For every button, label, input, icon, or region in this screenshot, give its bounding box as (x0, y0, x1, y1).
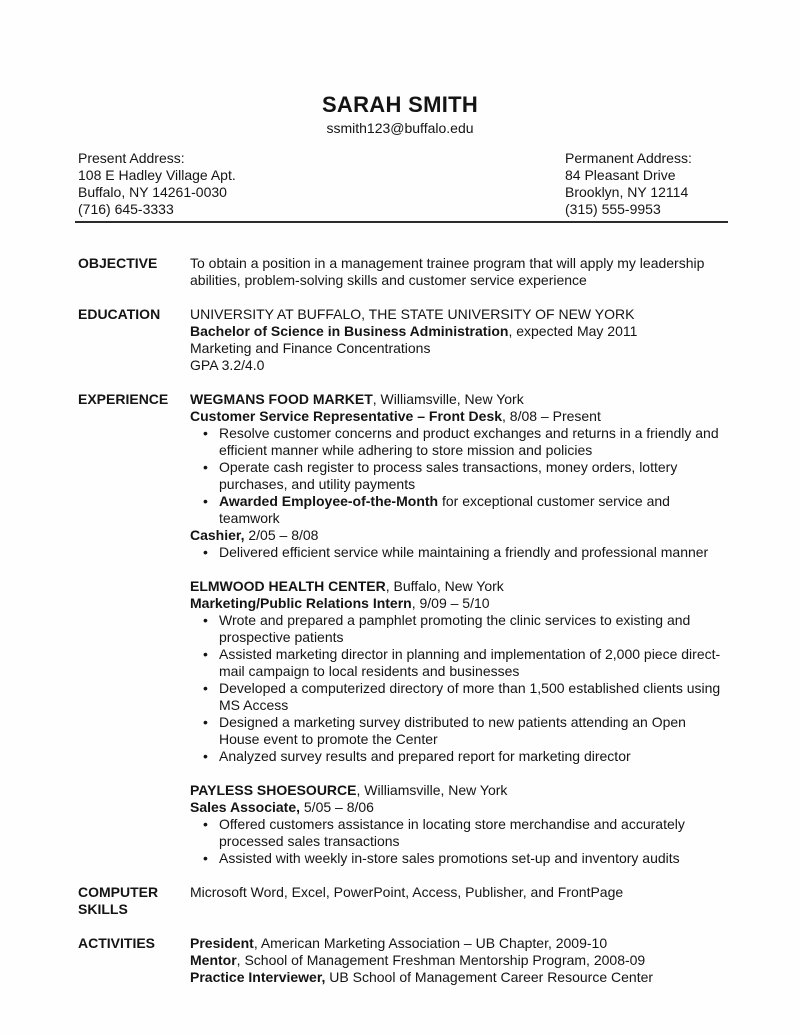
bullet-item (190, 425, 727, 459)
section-content (190, 391, 727, 867)
present-address (78, 150, 236, 218)
bullet-icon: • (203, 748, 208, 764)
text-line (190, 935, 727, 952)
text-line (190, 408, 727, 425)
bullet-icon: • (203, 850, 208, 866)
bold-text-run: Marketing/Public Relations Intern (190, 595, 412, 611)
text-line (190, 391, 727, 408)
bullet-text (219, 425, 727, 459)
bold-text-run: Cashier, (190, 527, 245, 543)
text-line (190, 340, 727, 357)
bold-text-run: PAYLESS SHOESOURCE (190, 782, 357, 798)
text-run: , Williamsville, New York (356, 782, 508, 798)
text-run: , expected May 2011 (508, 323, 638, 339)
bold-text-run: ELMWOOD HEALTH CENTER (190, 578, 386, 594)
text-line (190, 782, 727, 799)
text-run: Assisted marketing director in planning and implementation of 2,000 piece direct-mail campaign to local residents and businesses (219, 646, 721, 679)
section-activities (78, 935, 727, 986)
bold-text-run: WEGMANS FOOD MARKET (190, 391, 373, 407)
text-line (190, 884, 727, 901)
bullet-text (219, 850, 727, 867)
section-label: OBJECTIVE (78, 255, 158, 271)
text-line (190, 255, 727, 289)
bullet-item (190, 612, 727, 646)
bullet-item (190, 850, 727, 867)
bullet-item (190, 459, 727, 493)
section-content (190, 884, 727, 918)
section-objective (78, 255, 727, 289)
text-run: Resolve customer concerns and product exchanges and returns in a friendly and efficient manner while adhering to store mission and policies (219, 425, 719, 458)
section-label: EXPERIENCE (78, 391, 169, 407)
text-run: , Buffalo, New York (385, 578, 504, 594)
permanent-address-line: 84 Pleasant Drive (565, 167, 676, 183)
text-run: Developed a computerized directory of more than 1,500 established clients using MS Access (219, 680, 721, 713)
text-run: To obtain a position in a management trainee program that will apply my leadership abilities, problem-solving skills and customer service experience (190, 255, 705, 288)
section-label: ACTIVITIES (78, 935, 156, 951)
text-run: for exceptional customer service and teamwork (219, 493, 670, 526)
present-address-phone: (716) 645-3333 (78, 201, 174, 217)
permanent-address-line: Brooklyn, NY 12114 (565, 184, 689, 200)
bold-text-run: Practice Interviewer, (190, 969, 326, 985)
text-line (190, 527, 727, 544)
resume-header (0, 0, 800, 137)
text-run: Analyzed survey results and prepared report for marketing director (219, 748, 631, 764)
bullet-item (190, 493, 727, 527)
present-address-line: Buffalo, NY 14261-0030 (78, 184, 227, 200)
text-line (190, 357, 727, 374)
bullet-icon: • (203, 544, 208, 560)
present-address-label: Present Address: (78, 150, 185, 166)
bullet-text (219, 680, 727, 714)
bullet-icon: • (203, 714, 208, 730)
text-run: , 8/08 – Present (502, 408, 601, 424)
permanent-address (565, 150, 727, 218)
text-line (190, 578, 727, 595)
section-experience (78, 391, 727, 867)
bullet-text (219, 544, 727, 561)
bullet-text (219, 748, 727, 765)
text-run: Marketing and Finance Concentrations (190, 340, 431, 356)
text-run: Assisted with weekly in-store sales promotions set-up and inventory audits (219, 850, 680, 866)
text-line (190, 969, 727, 986)
bullet-text (219, 459, 727, 493)
bold-text-run: Sales Associate, (190, 799, 300, 815)
bullet-text (219, 646, 727, 680)
text-line (190, 306, 727, 323)
bullet-text (219, 612, 727, 646)
candidate-email: ssmith123@buffalo.edu (326, 120, 474, 136)
text-line (190, 952, 727, 969)
text-run: Operate cash register to process sales transactions, money orders, lottery purchases, and utility payments (219, 459, 678, 492)
section-content (190, 935, 727, 986)
text-run: Delivered efficient service while maintaining a friendly and professional manner (219, 544, 709, 560)
bold-text-run: Awarded Employee-of-the-Month (219, 493, 439, 509)
bold-text-run: Mentor (190, 952, 237, 968)
bullet-icon: • (203, 816, 208, 832)
bold-text-run: Customer Service Representative – Front Desk (190, 408, 503, 424)
bold-text-run: Bachelor of Science in Business Administration (190, 323, 509, 339)
candidate-name: SARAH SMITH (321, 92, 479, 117)
bullet-icon: • (203, 612, 208, 628)
text-run: UB School of Management Career Resource Center (325, 969, 654, 985)
permanent-address-phone: (315) 555-9953 (565, 201, 661, 217)
bullet-icon: • (203, 646, 208, 662)
text-run: 2/05 – 8/08 (244, 527, 319, 543)
section-education (78, 306, 727, 374)
text-run: 5/05 – 8/06 (300, 799, 374, 815)
bullet-item (190, 748, 727, 765)
text-run: , 9/09 – 5/10 (411, 595, 490, 611)
bullet-icon: • (203, 680, 208, 696)
section-computer-skills (78, 884, 727, 918)
bullet-item (190, 544, 727, 561)
section-content (190, 306, 727, 374)
bullet-text (219, 493, 727, 527)
text-line (190, 799, 727, 816)
bullet-text (219, 714, 727, 748)
text-run: GPA 3.2/4.0 (190, 357, 265, 373)
bold-text-run: President (190, 935, 254, 951)
bullet-item (190, 646, 727, 680)
bullet-item (190, 680, 727, 714)
text-run: UNIVERSITY AT BUFFALO, THE STATE UNIVERSITY OF NEW YORK (190, 306, 635, 322)
bullet-icon: • (203, 425, 208, 441)
present-address-line: 108 E Hadley Village Apt. (78, 167, 236, 183)
permanent-address-label: Permanent Address: (565, 150, 692, 166)
section-content (190, 255, 727, 289)
resume-body (0, 223, 800, 986)
text-run: , Williamsville, New York (372, 391, 524, 407)
text-run: Offered customers assistance in locating store merchandise and accurately processed sales transactions (219, 816, 685, 849)
section-label: EDUCATION (78, 306, 161, 322)
section-label: COMPUTER SKILLS (78, 884, 159, 917)
bullet-item (190, 816, 727, 850)
address-block (0, 150, 800, 218)
text-run: Microsoft Word, Excel, PowerPoint, Access, Publisher, and FrontPage (190, 884, 624, 900)
bullet-text (219, 816, 727, 850)
text-run: Wrote and prepared a pamphlet promoting the clinic services to existing and prospective patients (219, 612, 691, 645)
bullet-item (190, 714, 727, 748)
text-line (190, 323, 727, 340)
text-run: , American Marketing Association – UB Chapter, 2009-10 (253, 935, 608, 951)
bullet-icon: • (203, 493, 208, 509)
blank-line (190, 765, 727, 782)
blank-line (190, 561, 727, 578)
text-run: Designed a marketing survey distributed to new patients attending an Open House event to promote the Center (219, 714, 686, 747)
text-run: , School of Management Freshman Mentorship Program, 2008-09 (236, 952, 646, 968)
text-line (190, 595, 727, 612)
bullet-icon: • (203, 459, 208, 475)
